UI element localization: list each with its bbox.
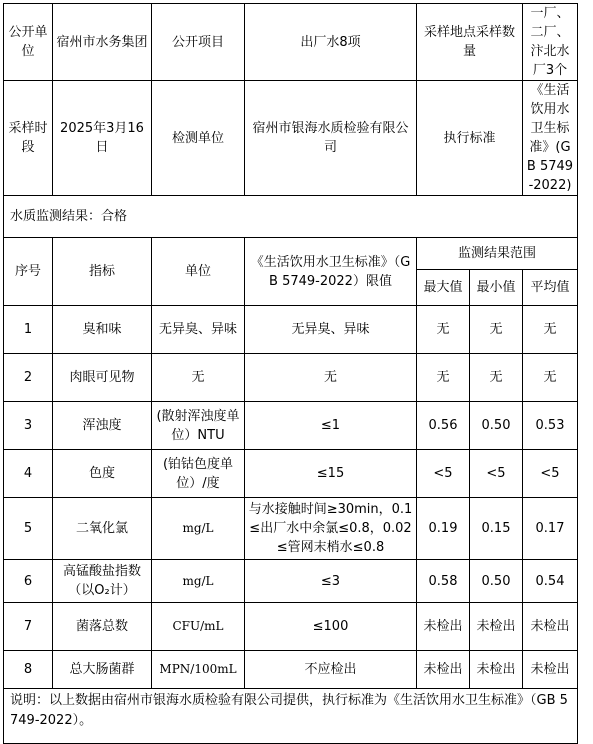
row-unit: (铂钴色度单位）/度 <box>152 450 245 498</box>
row-min: <5 <box>470 450 523 498</box>
col-indicator-header: 指标 <box>53 238 152 306</box>
sampling-time-value: 2025年3月16日 <box>53 81 152 196</box>
row-indicator: 浑浊度 <box>53 402 152 450</box>
table-row <box>4 603 578 651</box>
row-max: 0.58 <box>417 560 470 603</box>
row-unit: mg/L <box>152 498 245 560</box>
row-avg: 未检出 <box>523 651 578 689</box>
row-unit: MPN/100mL <box>152 651 245 689</box>
row-min: 未检出 <box>470 651 523 689</box>
public-item-value: 出厂水8项 <box>245 4 417 81</box>
row-min: 0.50 <box>470 402 523 450</box>
row-limit: 无异臭、异味 <box>245 306 417 354</box>
row-limit: 与水接触时间≥30min，0.1≤出厂水中余氯≤0.8，0.02≤管网末梢水≤0.8 <box>245 498 417 560</box>
water-quality-table <box>3 3 578 744</box>
row-avg: <5 <box>523 450 578 498</box>
header-row-2 <box>4 81 578 196</box>
row-seq: 5 <box>4 498 53 560</box>
row-limit: ≤100 <box>245 603 417 651</box>
col-max-header: 最大值 <box>417 270 470 306</box>
test-unit-value: 宿州市银海水质检验有限公司 <box>245 81 417 196</box>
row-avg: 0.53 <box>523 402 578 450</box>
table-row <box>4 450 578 498</box>
table-row <box>4 651 578 689</box>
note-row <box>4 689 578 744</box>
label-public-item: 公开项目 <box>152 4 245 81</box>
row-indicator: 二氧化氯 <box>53 498 152 560</box>
label-sampling-site: 采样地点采样数量 <box>417 4 523 81</box>
row-indicator: 高锰酸盐指数（以O₂计） <box>53 560 152 603</box>
row-limit: ≤15 <box>245 450 417 498</box>
footnote: 说明：以上数据由宿州市银海水质检验有限公司提供，执行标准为《生活饮用水卫生标准》（GB 5749-2022）。 <box>4 689 578 744</box>
header-row-1 <box>4 4 578 81</box>
table-row <box>4 354 578 402</box>
col-range-header: 监测结果范围 <box>417 238 578 270</box>
row-unit: CFU/mL <box>152 603 245 651</box>
row-avg: 未检出 <box>523 603 578 651</box>
row-avg: 0.54 <box>523 560 578 603</box>
table-row <box>4 498 578 560</box>
row-indicator: 臭和味 <box>53 306 152 354</box>
row-min: 0.50 <box>470 560 523 603</box>
row-min: 无 <box>470 354 523 402</box>
row-unit: 无异臭、异味 <box>152 306 245 354</box>
table-row <box>4 560 578 603</box>
row-limit: ≤1 <box>245 402 417 450</box>
row-max: 无 <box>417 306 470 354</box>
row-seq: 7 <box>4 603 53 651</box>
row-max: 未检出 <box>417 651 470 689</box>
col-limit-header: 《生活饮用水卫生标准》（GB 5749-2022）限值 <box>245 238 417 306</box>
standard-value: 《生活饮用水卫生标准》(GB 5749-2022) <box>523 81 578 196</box>
row-indicator: 总大肠菌群 <box>53 651 152 689</box>
row-avg: 无 <box>523 306 578 354</box>
row-indicator: 色度 <box>53 450 152 498</box>
label-public-unit: 公开单位 <box>4 4 53 81</box>
row-unit: (散射浑浊度单位）NTU <box>152 402 245 450</box>
col-min-header: 最小值 <box>470 270 523 306</box>
table-row <box>4 402 578 450</box>
row-seq: 2 <box>4 354 53 402</box>
row-seq: 8 <box>4 651 53 689</box>
result-line: 水质监测结果：合格 <box>4 196 578 238</box>
label-sampling-time: 采样时段 <box>4 81 53 196</box>
row-max: 0.56 <box>417 402 470 450</box>
row-max: 0.19 <box>417 498 470 560</box>
col-unit-header: 单位 <box>152 238 245 306</box>
row-min: 未检出 <box>470 603 523 651</box>
column-header-row-1 <box>4 238 578 270</box>
row-min: 无 <box>470 306 523 354</box>
row-unit: mg/L <box>152 560 245 603</box>
result-row <box>4 196 578 238</box>
row-unit: 无 <box>152 354 245 402</box>
row-seq: 6 <box>4 560 53 603</box>
row-avg: 0.17 <box>523 498 578 560</box>
row-limit: ≤3 <box>245 560 417 603</box>
row-indicator: 菌落总数 <box>53 603 152 651</box>
row-max: 无 <box>417 354 470 402</box>
col-avg-header: 平均值 <box>523 270 578 306</box>
row-max: 未检出 <box>417 603 470 651</box>
row-min: 0.15 <box>470 498 523 560</box>
row-limit: 不应检出 <box>245 651 417 689</box>
public-unit-value: 宿州市水务集团 <box>53 4 152 81</box>
row-seq: 3 <box>4 402 53 450</box>
label-test-unit: 检测单位 <box>152 81 245 196</box>
row-avg: 无 <box>523 354 578 402</box>
label-standard: 执行标准 <box>417 81 523 196</box>
sampling-site-value: 一厂、二厂、汴北水厂3个 <box>523 4 578 81</box>
row-max: <5 <box>417 450 470 498</box>
table-row <box>4 306 578 354</box>
row-seq: 4 <box>4 450 53 498</box>
row-seq: 1 <box>4 306 53 354</box>
col-seq-header: 序号 <box>4 238 53 306</box>
row-indicator: 肉眼可见物 <box>53 354 152 402</box>
row-limit: 无 <box>245 354 417 402</box>
